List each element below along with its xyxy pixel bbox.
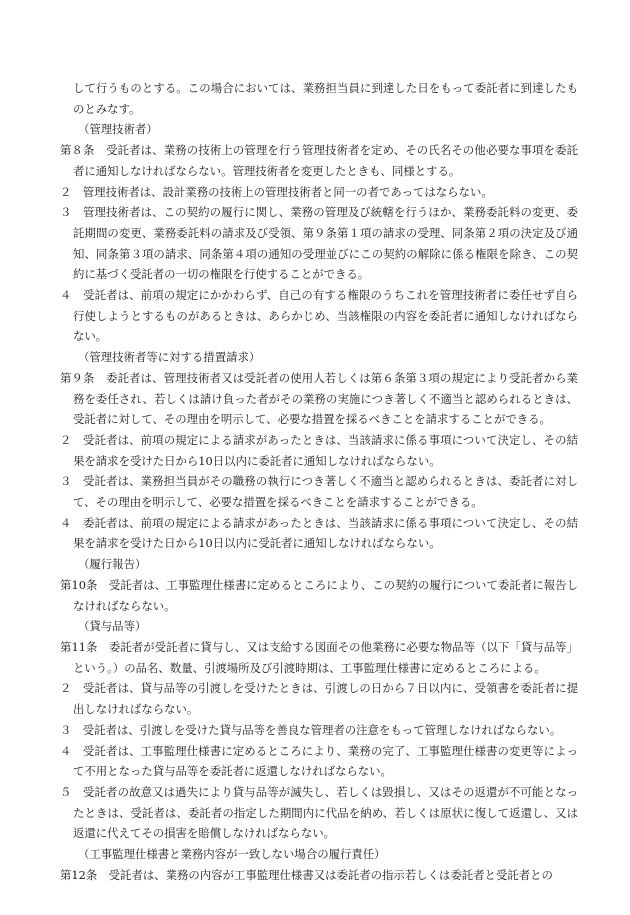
article-clause: ２ 受託者は、前項の規定による請求があったときは、当該請求に係る事項について決定し、その結果を請求を受けた日から10日以内に委託者に通知しなければならない。 xyxy=(60,432,578,468)
article-heading: （工事監理仕様書と業務内容が一致しない場合の履行責任） xyxy=(78,847,386,862)
article-clause: ２ 受託者は、貸与品等の引渡しを受けたときは、引渡しの日から７日以内に、受領書を委託者に提出しなければならない。 xyxy=(60,681,578,717)
article-clause: ２ 管理技術者は、設計業務の技術上の管理技術者と同一の者であってはならない。 xyxy=(60,184,493,199)
article-clause: ３ 管理技術者は、この契約の履行に関し、業務の管理及び統轄を行うほか、業務委託料の変更、委託期間の変更、業務委託料の請求及び受領、第９条第１項の請求の受理、同条第２項の決定及び通知、同条第３項の請求、同条第４項の通知の受理並びにこの契約の解除に係る権限を除き、この契約に基づく受託者の一切の権限を行使することができる。 xyxy=(60,205,578,282)
article-clause: 第８条 受託者は、業務の技術上の管理を行う管理技術者を定め、その氏名その他必要な事項を委託者に通知しなければならない。管理技術者を変更したときも、同様とする。 xyxy=(60,143,578,178)
article-heading: （履行報告） xyxy=(78,557,147,572)
article-heading: （貸与品等） xyxy=(78,619,147,634)
article-clause: 第９条 委託者は、管理技術者又は受託者の使用人若しくは第６条第３項の規定により受託者から業務を委任され、若しくは請け負った者がその業務の実施につき著しく不適当と認められるときは、受託者に対して、その理由を明示して、必要な措置を採るべきことを請求することができる。 xyxy=(60,370,578,427)
article-clause: ４ 受託者は、工事監理仕様書に定めるところにより、業務の完了、工事監理仕様書の変更等によって不用となった貸与品等を委託者に返還しなければならない。 xyxy=(60,743,578,779)
article-clause: 第12条 受託者は、業務の内容が工事監理仕様書又は委託者の指示若しくは委託者と受託者との xyxy=(60,867,553,882)
article-clause: 第10条 受託者は、工事監理仕様書に定めるところにより、この契約の履行について委託者に報告しなければならない。 xyxy=(60,577,578,613)
article-clause: ４ 委託者は、前項の規定による請求があったときは、当該請求に係る事項について決定し、その結果を請求を受けた日から10日以内に受託者に通知しなければならない。 xyxy=(60,515,578,551)
article-heading: （管理技術者） xyxy=(78,122,158,137)
article-heading: （管理技術者等に対する措置請求） xyxy=(78,350,261,365)
contract-page xyxy=(60,78,578,885)
article-clause: ５ 受託者の故意又は過失により貸与品等が滅失し、若しくは毀損し、又はその返還が不可能となったときは、受託者は、委託者の指定した期間内に代品を納め、若しくは原状に復して返還し、又は返還に代えてその損害を賠償しなければならない。 xyxy=(60,784,578,841)
article-clause: ４ 受託者は、前項の規定にかかわらず、自己の有する権限のうちこれを管理技術者に委任せず自ら行使しようとするものがあるときは、あらかじめ、当該権限の内容を委託者に通知しなければならない。 xyxy=(60,288,578,344)
article-clause: ３ 受託者は、業務担当員がその職務の執行につき著しく不適当と認められるときは、委託者に対して、その理由を明示して、必要な措置を採るべきことを請求することができる。 xyxy=(60,474,578,510)
article-clause: ３ 受託者は、引渡しを受けた貸与品等を善良な管理者の注意をもって管理しなければならない。 xyxy=(60,722,562,737)
article-clause: 第11条 委託者が受託者に貸与し、又は支給する図面その他業務に必要な物品等（以下「貸与品等」という。）の品名、数量、引渡場所及び引渡時期は、工事監理仕様書に定めるところによる。 xyxy=(60,639,578,675)
continued-paragraph: して行うものとする。この場合においては、業務担当員に到達した日をもって委託者に到達したものとみなす。 xyxy=(73,81,578,116)
